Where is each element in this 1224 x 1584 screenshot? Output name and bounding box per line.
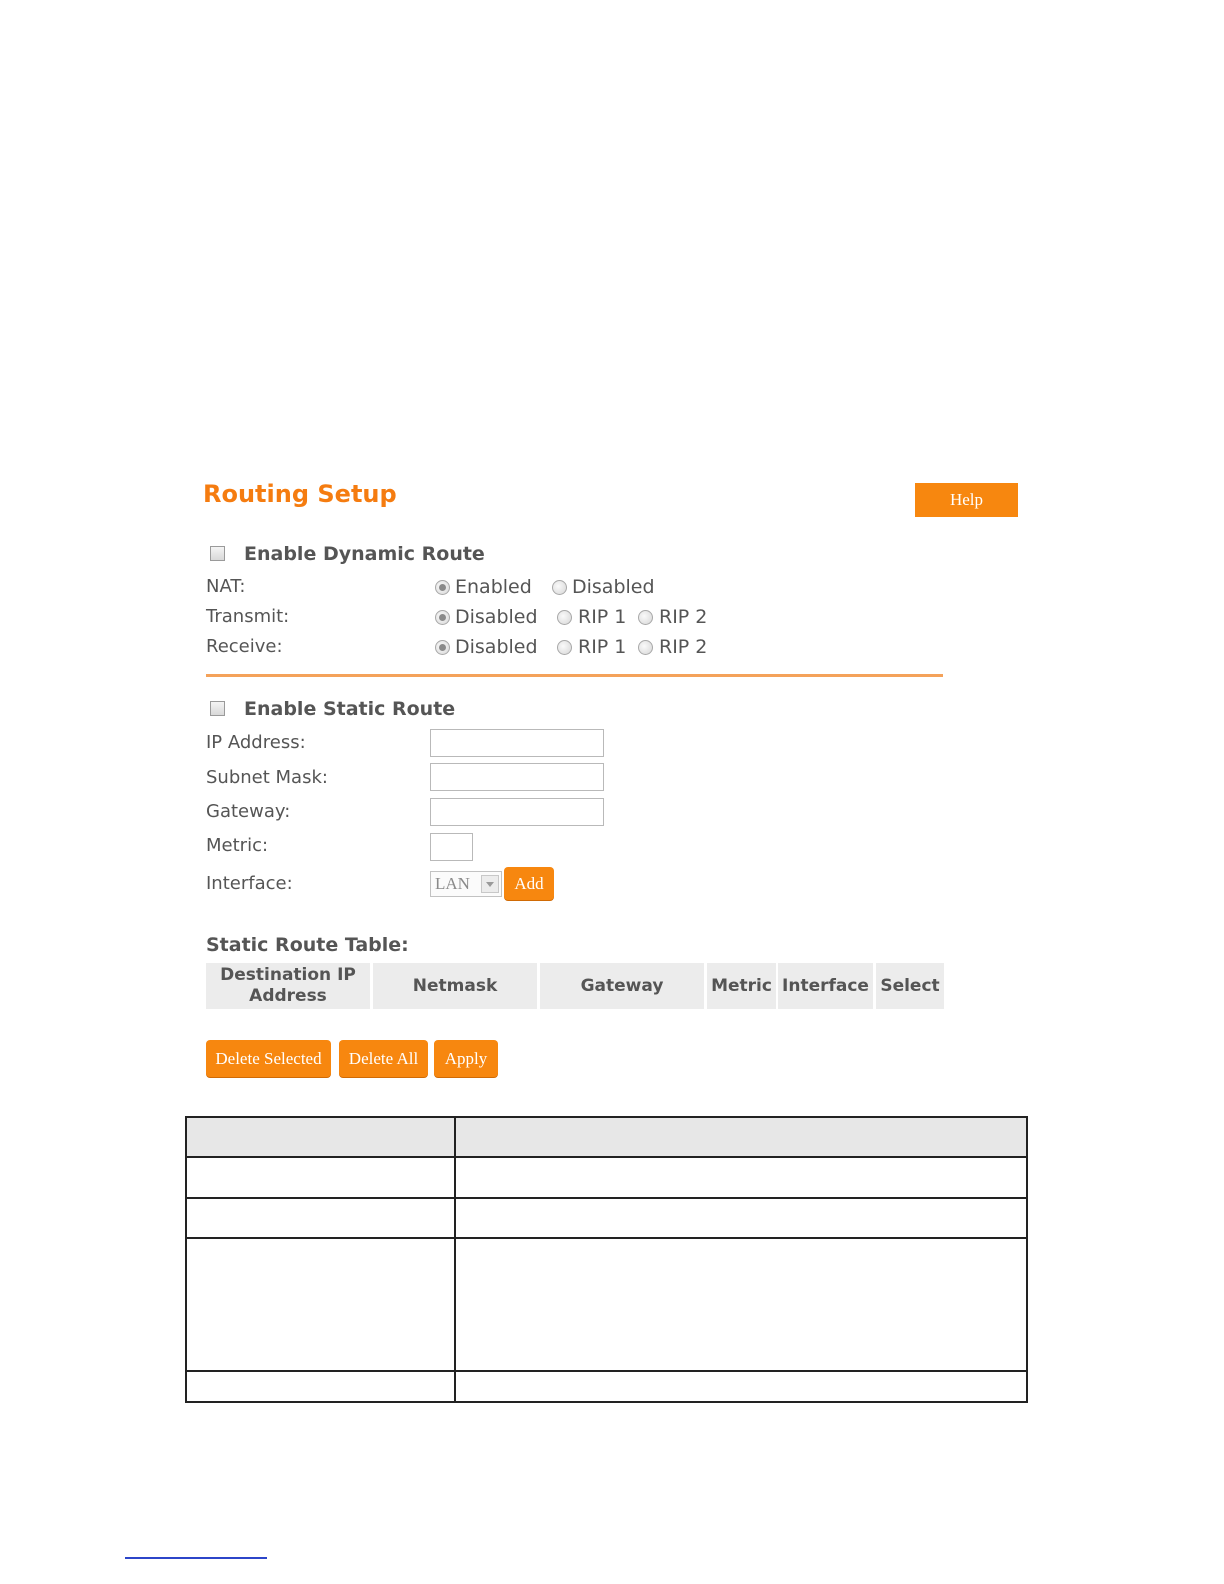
- nat-disabled-radio[interactable]: [552, 580, 567, 595]
- table-cell: [455, 1157, 1027, 1197]
- chevron-down-icon[interactable]: [481, 875, 499, 893]
- transmit-rip1-radio[interactable]: [557, 610, 572, 625]
- transmit-rip1-label: RIP 1: [578, 606, 627, 628]
- column-header-netmask: Netmask: [373, 963, 537, 1009]
- table-row: [186, 1117, 1027, 1157]
- ip-address-input[interactable]: [430, 729, 604, 757]
- nat-disabled-label: Disabled: [572, 576, 655, 598]
- gateway-label: Gateway:: [206, 801, 291, 822]
- column-header-gateway: Gateway: [540, 963, 704, 1009]
- transmit-disabled-radio[interactable]: [435, 610, 450, 625]
- table-cell: [455, 1238, 1027, 1371]
- description-table: [185, 1116, 1028, 1403]
- table-row: [186, 1238, 1027, 1371]
- receive-disabled-label: Disabled: [455, 636, 538, 658]
- footer-link-underline: [125, 1557, 267, 1559]
- column-header-destination-line1: Destination IP: [220, 965, 356, 985]
- metric-input[interactable]: [430, 833, 473, 861]
- table-row: [186, 1371, 1027, 1402]
- receive-rip2-label: RIP 2: [659, 636, 708, 658]
- add-route-button[interactable]: Add: [504, 867, 554, 900]
- receive-rip1-label: RIP 1: [578, 636, 627, 658]
- transmit-rip2-radio[interactable]: [638, 610, 653, 625]
- table-row: [186, 1198, 1027, 1238]
- table-cell: [455, 1198, 1027, 1238]
- interface-select-value: LAN: [435, 874, 470, 893]
- table-cell: [186, 1371, 455, 1402]
- gateway-input[interactable]: [430, 798, 604, 826]
- section-divider: [206, 674, 943, 677]
- receive-disabled-radio[interactable]: [435, 640, 450, 655]
- enable-dynamic-route-checkbox[interactable]: [210, 546, 225, 561]
- help-button[interactable]: Help: [915, 483, 1018, 517]
- transmit-rip2-label: RIP 2: [659, 606, 708, 628]
- table-cell: [186, 1198, 455, 1238]
- table-cell: [186, 1157, 455, 1197]
- column-header-destination-line2: Address: [249, 986, 327, 1006]
- enable-static-route-checkbox[interactable]: [210, 701, 225, 716]
- subnet-mask-input[interactable]: [430, 763, 604, 791]
- interface-select[interactable]: [430, 871, 502, 897]
- column-header-interface: Interface: [778, 963, 873, 1009]
- receive-label: Receive:: [206, 636, 283, 657]
- nat-label: NAT:: [206, 576, 246, 597]
- column-header-destination: [206, 963, 370, 1009]
- column-header-select: Select: [876, 963, 944, 1009]
- page-title: Routing Setup: [203, 480, 397, 508]
- ip-address-label: IP Address:: [206, 732, 306, 753]
- interface-label: Interface:: [206, 873, 293, 894]
- delete-all-button[interactable]: Delete All: [339, 1040, 428, 1077]
- nat-enabled-radio[interactable]: [435, 580, 450, 595]
- table-row: [186, 1157, 1027, 1197]
- nat-enabled-label: Enabled: [455, 576, 532, 598]
- receive-rip2-radio[interactable]: [638, 640, 653, 655]
- metric-label: Metric:: [206, 835, 269, 856]
- table-cell: [455, 1371, 1027, 1402]
- table-cell: [186, 1117, 455, 1157]
- route-table-title: Static Route Table:: [206, 934, 409, 956]
- enable-dynamic-route-label: Enable Dynamic Route: [244, 543, 485, 565]
- column-header-metric: Metric: [707, 963, 776, 1009]
- transmit-disabled-label: Disabled: [455, 606, 538, 628]
- transmit-label: Transmit:: [206, 606, 290, 627]
- table-cell: [186, 1238, 455, 1371]
- table-cell: [455, 1117, 1027, 1157]
- receive-rip1-radio[interactable]: [557, 640, 572, 655]
- subnet-mask-label: Subnet Mask:: [206, 767, 328, 788]
- delete-selected-button[interactable]: Delete Selected: [206, 1040, 331, 1077]
- enable-static-route-label: Enable Static Route: [244, 698, 456, 720]
- apply-button[interactable]: Apply: [434, 1040, 498, 1077]
